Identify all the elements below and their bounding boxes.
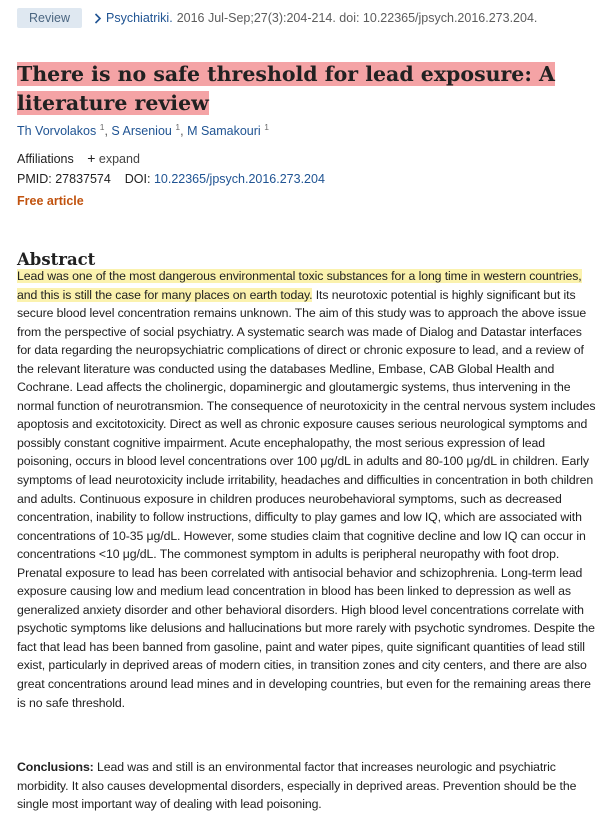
conclusions [17, 758, 597, 814]
plus-icon: + [87, 150, 96, 166]
chevron-right-icon [94, 13, 102, 24]
conclusions-text: Lead was and still is an environmental factor that increases neurologic and psychiatric morbidity. It also causes developmental disorders, especially in deprived areas. Prevention should be the single most important way of dealing with lead poisoning. [17, 760, 577, 812]
conclusions-label: Conclusions: [17, 760, 94, 774]
title-highlight: There is no safe threshold for lead exposure: A literature review [17, 61, 555, 115]
affiliations-label: Affiliations [17, 152, 74, 166]
doi-label: DOI: [124, 172, 151, 186]
citation-text: 2016 Jul-Sep;27(3):204-214. doi: 10.22365/jpsych.2016.273.204. [176, 11, 538, 25]
affiliation-ref[interactable]: 1 [264, 122, 269, 132]
journal-link[interactable]: Psychiatriki. [106, 11, 173, 25]
abstract-text [17, 267, 597, 712]
expand-label: expand [98, 152, 140, 166]
abstract-highlight: Lead was one of the most dangerous environmental toxic substances for a long time in western countries, and this is still the case for many places on earth today. [17, 269, 582, 302]
abstract-body: Its neurotoxic potential is highly significant but its secure blood level concentration remains unknown. The aim of this study was to approach the above issue from the perspective of social psychiatry. A systematic search was made of Dialog and Datastar interfaces for data regarding the neuropsychiatric complications of direct or chronic exposure to lead, and a review of the relevant literature was conducted using the databases Medline, Embase, CAB Global Health and Cochrane. Lead affects the cholinergic, dopaminergic and gloutamergic systems, thus intervening in the normal function of neurotransmion. The consequence of neurotoxicity in the central nervous system includes apoptosis and excitotoxicity. Direct as well as chronic exposure causes serious neurological symptoms and possibly constant cognitive impairment. Acute encephalopathy, the most serious expression of lead poisoning, occurs in blood level concentrations over 100 μg/dL in adults and 80-100 μg/dL in children. Early symptoms of lead neurotoxicity include irritability, headaches and difficulties in concentration in both children and adults. Continuous exposure in children produces neurobehavioral symptoms, such as decreased concentration, inability to follow instructions, difficulty to play games and low IQ, which are associated with concentrations of 10-35 μg/dL. However, some studies claim that cognitive decline and low IQ can occur in concentrations <10 μg/dL. The commonest symptom in adults is peripheral neuropathy with foot drop. Prenatal exposure to lead has been correlated with antisocial behavior and schizophrenia. Long-term lead exposure causing low and medium lead concentration in blood has been linked to depression as well as generalized anxiety disorder and other behavioral disorders. High blood level concentrations correlate with psychotic symptoms like delusions and hallucinations but more rarely with psychotic syndromes. Despite the fact that lead has been banned from gasoline, paint and water pipes, quite significant quantities of lead still exist, particularly in deprived areas of modern cities, in transition zones and city centers, and there are also great concentrations around lead mines and in developing countries, but even for the remaining areas there is no safe threshold. [17, 287, 596, 710]
affiliations-toggle[interactable] [17, 150, 140, 166]
author-separator: , [104, 124, 108, 139]
page-title [17, 60, 577, 118]
identifiers [17, 172, 325, 186]
affiliation-ref[interactable]: 1 [175, 122, 181, 132]
free-article-label: Free article [17, 194, 84, 208]
affiliation-ref[interactable]: 1 [99, 122, 105, 132]
author-separator: , [180, 124, 184, 139]
publication-type-badge: Review [17, 8, 82, 28]
abstract-heading: Abstract [17, 249, 96, 269]
author-list [17, 122, 269, 138]
pmid-label: PMID: [17, 172, 52, 186]
author-link[interactable]: M Samakouri [187, 124, 261, 139]
author-link[interactable]: Th Vorvolakos [17, 124, 97, 139]
citation-line [17, 8, 537, 28]
author-link[interactable]: S Arseniou [111, 124, 172, 139]
doi-link[interactable]: 10.22365/jpsych.2016.273.204 [153, 172, 325, 186]
pmid-value: 27837574 [55, 172, 111, 186]
